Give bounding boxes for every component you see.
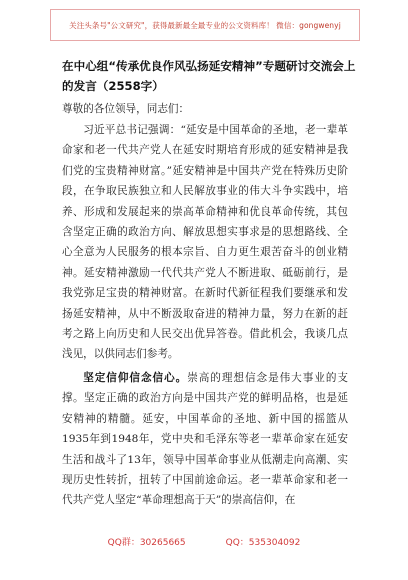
footer-qq-number: QQ：535304092: [225, 538, 301, 548]
document-title: 在中心组“传承优良作风弘扬延安精神”专题研讨交流会上的发言（2558字）: [62, 59, 356, 93]
promo-banner-text: 关注头条号"公文研究"，获得最新最全最专业的公文资料库！ 微信：gongwenyj: [69, 20, 341, 30]
footer-qq-group: QQ群：30265665: [107, 538, 186, 548]
promo-banner: [50, 9, 360, 41]
paragraph-2: [62, 368, 348, 511]
paragraph-2-body: 崇高的理想信念是伟大事业的支撑。坚定正确的政治方向是中国共产党的鲜明品格，也是延安精神的精髓。延安，中国革命的圣地、新中国的摇篮从1935年到1948年，党中央和毛泽东等老一辈革命家在延安生活和战斗了13年，领导中国革命事业从低潮走向高潮、实现历史性转折，扭转了中国前途命运。老一辈革命家和老一代共产党人坚定“革命理想高于天”的崇高信仰，在: [62, 372, 349, 507]
paragraph-1: 习近平总书记强调：“延安是中国革命的圣地，老一辈革命家和老一代共产党人在延安时期培育形成的延安精神是我们党的宝贵精神财富。”延安精神是中国共产党在特殊历史阶段，在争取民族独立和人民解放事业的伟大斗争实践中，培养、形成和发展起来的崇高革命精神和优良革命传统，其包含坚定正确的政治方向、解放思想实事求是的思想路线、全心全意为人民服务的根本宗旨、自力更生艰苦奋斗的创业精神。延安精神激励一代代共产党人不断进取、砥砺前行，是我党弥足宝贵的精神财富。在新时代新征程我们要继承和发扬延安精神，从中不断汲取奋进的精神力量，努力在新的赶考之路上向历史和人民交出优异答卷。借此机会，我谈几点浅见，以供同志们参考。: [62, 124, 348, 361]
paragraph-2-lead: 坚定信仰信念信心。: [83, 372, 188, 384]
greeting: 尊敬的各位领导，同志们：: [62, 103, 190, 115]
footer-contacts: [0, 535, 408, 548]
